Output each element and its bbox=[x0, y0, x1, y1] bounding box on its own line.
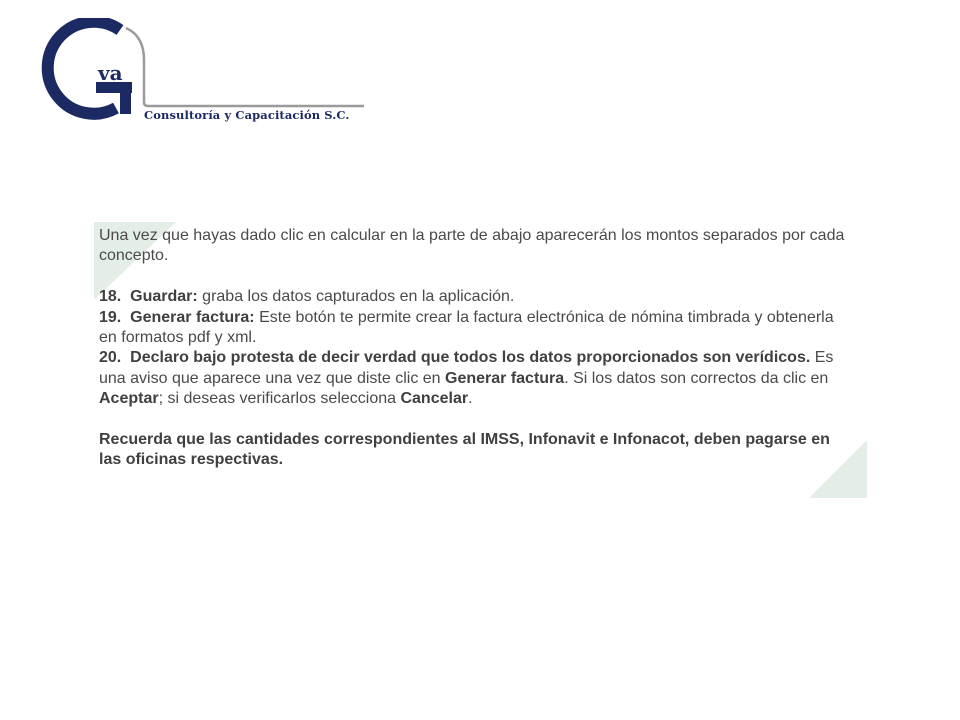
instructions-panel bbox=[94, 222, 867, 498]
logo-letters: va bbox=[98, 61, 123, 85]
item-18-title: Guardar: bbox=[130, 288, 198, 306]
item-20-text-1: Es una aviso que aparece una vez que diste clic en bbox=[99, 349, 834, 387]
reminder-paragraph: Recuerda que las cantidades correspondientes al IMSS, Infonavit e Infonacot, deben pagarse en las oficinas respectivas. bbox=[99, 431, 830, 469]
item-18 bbox=[99, 287, 879, 307]
logo-g-stem bbox=[120, 82, 131, 114]
item-19-number: 19. bbox=[99, 308, 122, 326]
item-19-text: Este botón te permite crear la factura electrónica de nómina timbrada y obtenerla en formatos pdf y xml. bbox=[99, 308, 834, 347]
item-18-text: graba los datos capturados en la aplicación. bbox=[197, 288, 515, 306]
item-19 bbox=[99, 308, 839, 349]
item-20-aceptar: Aceptar bbox=[99, 390, 159, 408]
item-20 bbox=[99, 348, 859, 409]
instructions-text bbox=[99, 226, 879, 471]
item-20-title: Declaro bajo protesta de decir verdad que todos los datos proporcionados son verídicos. bbox=[130, 349, 811, 367]
item-20-number: 20. bbox=[99, 349, 122, 367]
intro-paragraph: Una vez que hayas dado clic en calcular en la parte de abajo aparecerán los montos separados por cada concepto. bbox=[99, 227, 845, 265]
item-20-generar-factura: Generar factura bbox=[445, 369, 565, 387]
company-logo bbox=[28, 18, 368, 128]
item-19-title: Generar factura: bbox=[130, 308, 255, 326]
item-20-text-4: . bbox=[468, 390, 473, 408]
item-20-text-3: ; si deseas verificarlos selecciona bbox=[158, 390, 401, 408]
company-name: Consultoría y Capacitación S.C. bbox=[144, 108, 350, 122]
logo-swoosh bbox=[126, 28, 364, 106]
item-20-text-2: . Si los datos son correctos da clic en bbox=[564, 369, 829, 387]
item-18-number: 18. bbox=[99, 288, 122, 306]
item-20-cancelar: Cancelar bbox=[400, 390, 469, 408]
